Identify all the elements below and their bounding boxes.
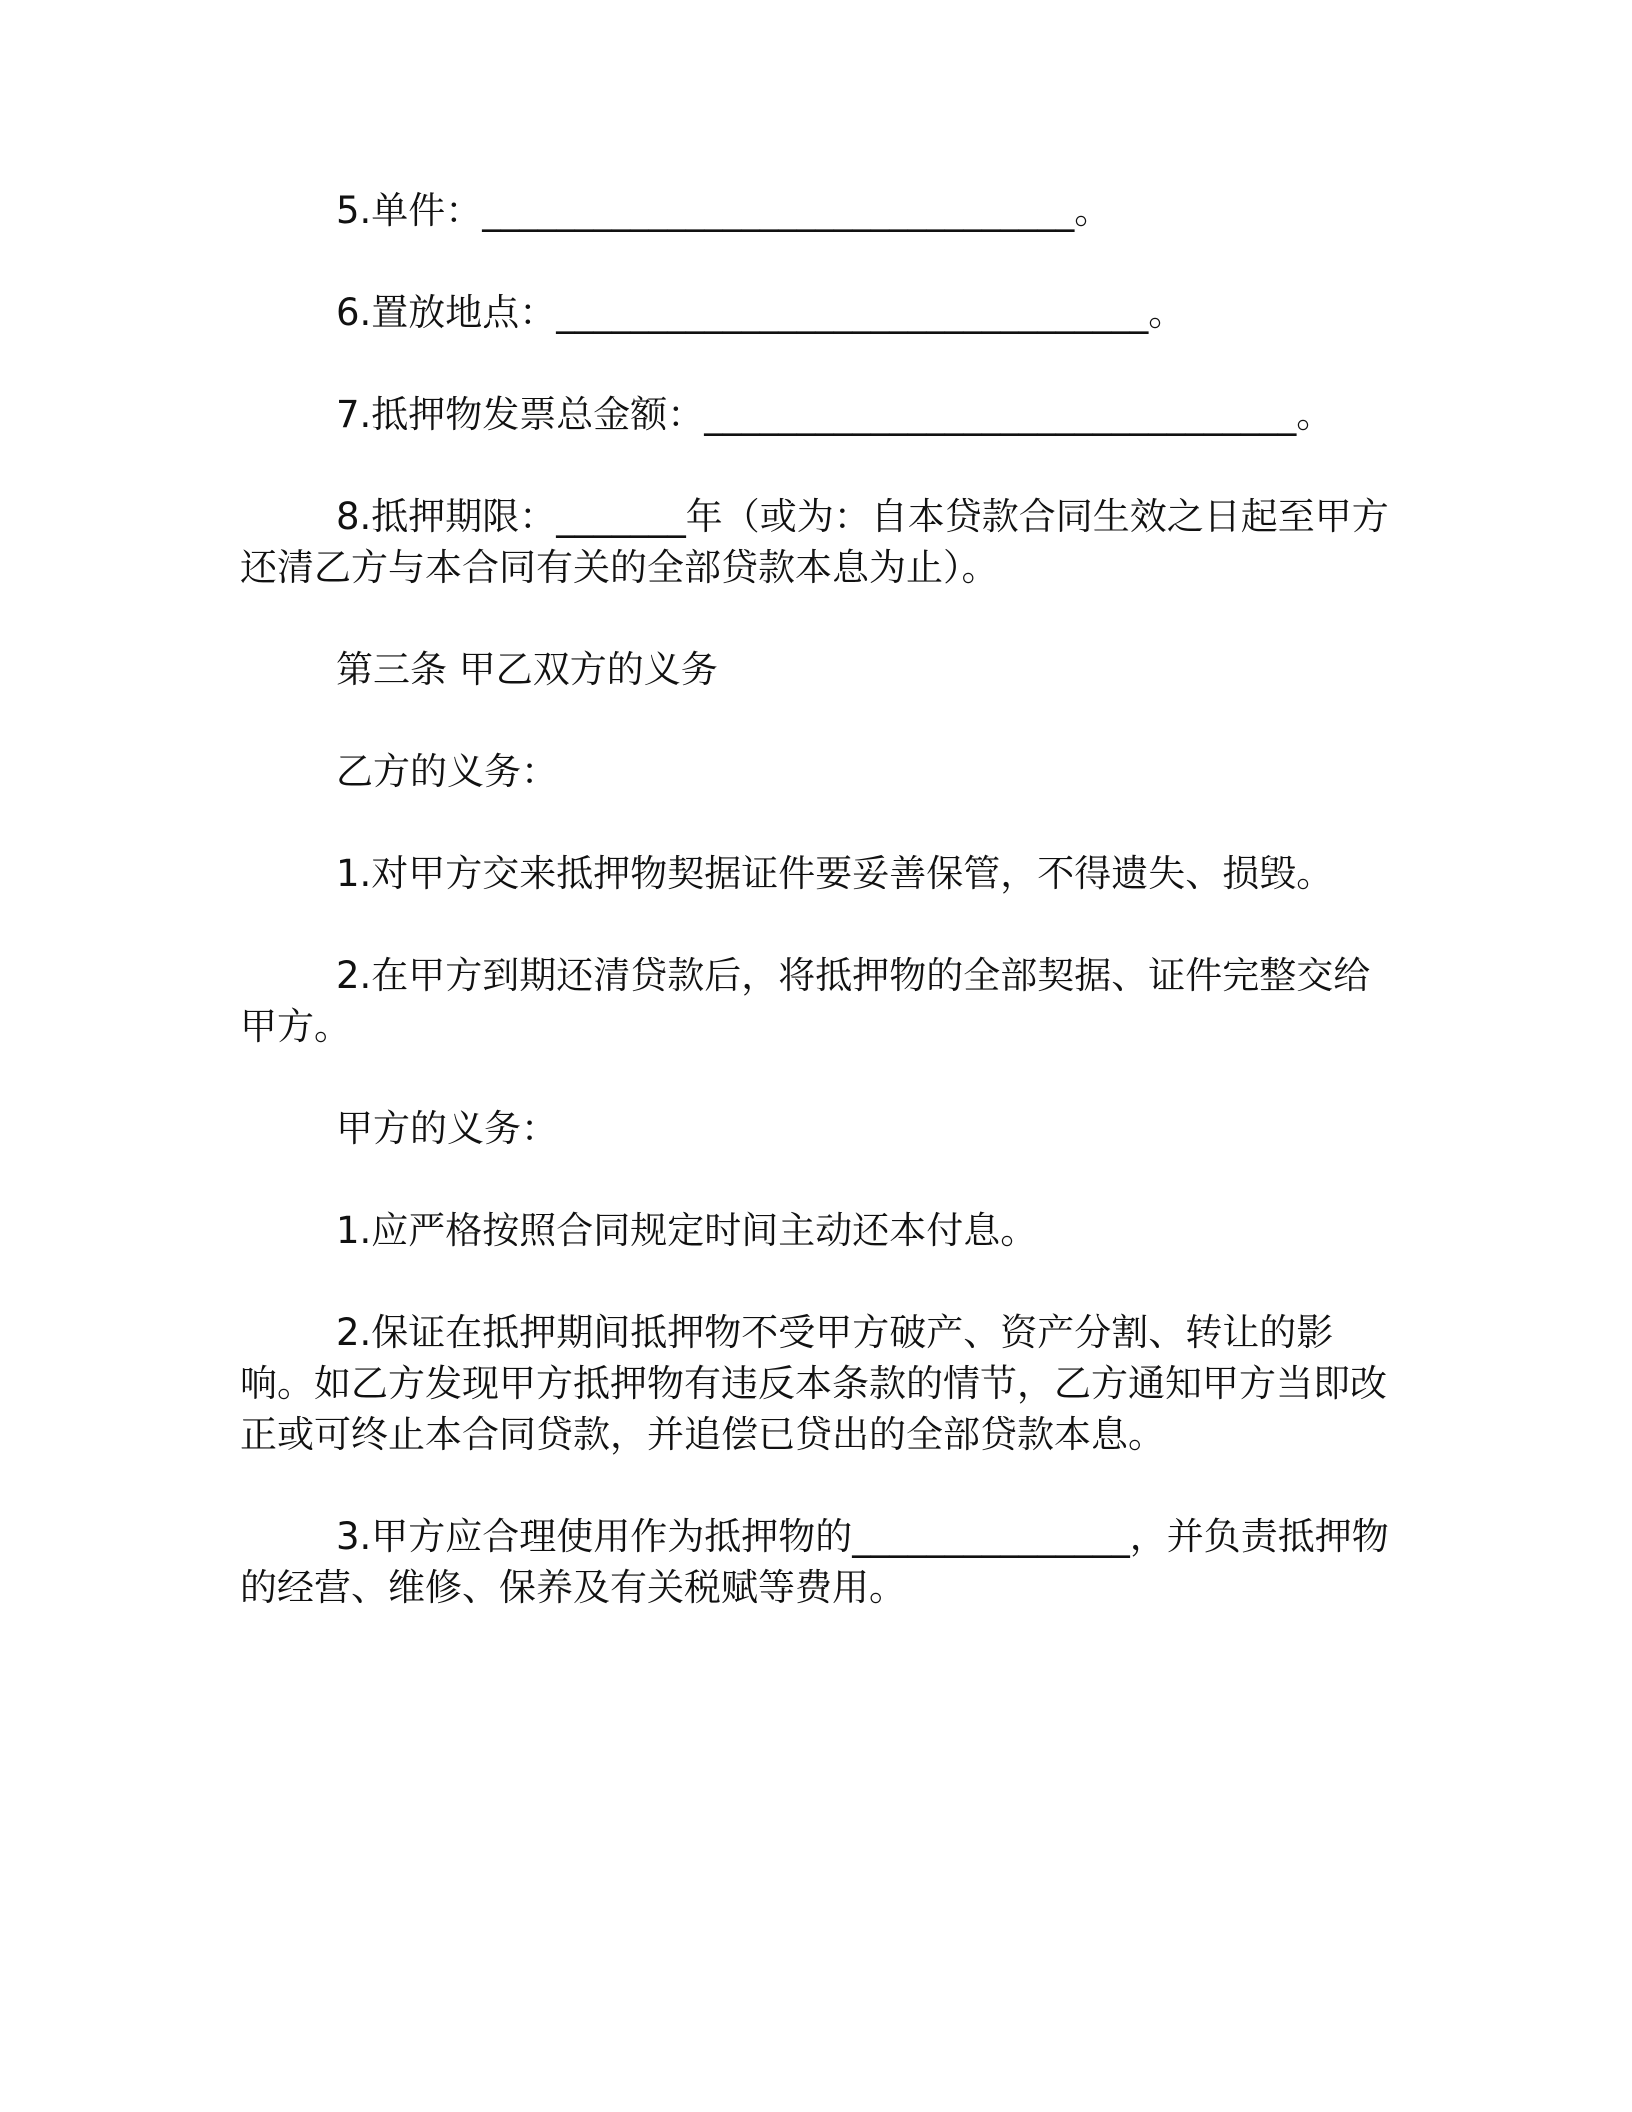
subheading-party-b-obligations: 乙方的义务： <box>336 750 558 793</box>
paragraph-item-5-single-piece: 5.单件：________________________________。 <box>336 189 1112 232</box>
paragraph-item-7-invoice-amount: 7.抵押物发票总金额：________________________________。 <box>336 393 1334 436</box>
document-body <box>240 185 1390 1664</box>
paragraph-item-8-mortgage-term: 8.抵押期限：_______年（或为：自本贷款合同生效之日起至甲方还清乙方与本合同有关的全部贷款本息为止）。 <box>240 495 1389 589</box>
paragraph-party-a-obligation-1: 1.应严格按照合同规定时间主动还本付息。 <box>336 1209 1038 1252</box>
paragraph-party-a-obligation-3: 3.甲方应合理使用作为抵押物的_______________，并负责抵押物的经营、维修、保养及有关税赋等费用。 <box>240 1515 1389 1609</box>
paragraph-item-6-location: 6.置放地点：________________________________。 <box>336 291 1186 334</box>
paragraph-party-b-obligation-1: 1.对甲方交来抵押物契据证件要妥善保管，不得遗失、损毁。 <box>336 852 1334 895</box>
paragraph-party-b-obligation-2: 2.在甲方到期还清贷款后，将抵押物的全部契据、证件完整交给甲方。 <box>240 954 1371 1048</box>
section-heading-article-3: 第三条 甲乙双方的义务 <box>336 648 718 691</box>
subheading-party-a-obligations: 甲方的义务： <box>336 1107 558 1150</box>
paragraph-party-a-obligation-2: 2.保证在抵押期间抵押物不受甲方破产、资产分割、转让的影响。如乙方发现甲方抵押物有违反本条款的情节，乙方通知甲方当即改正或可终止本合同贷款，并追偿已贷出的全部贷款本息。 <box>240 1311 1387 1456</box>
